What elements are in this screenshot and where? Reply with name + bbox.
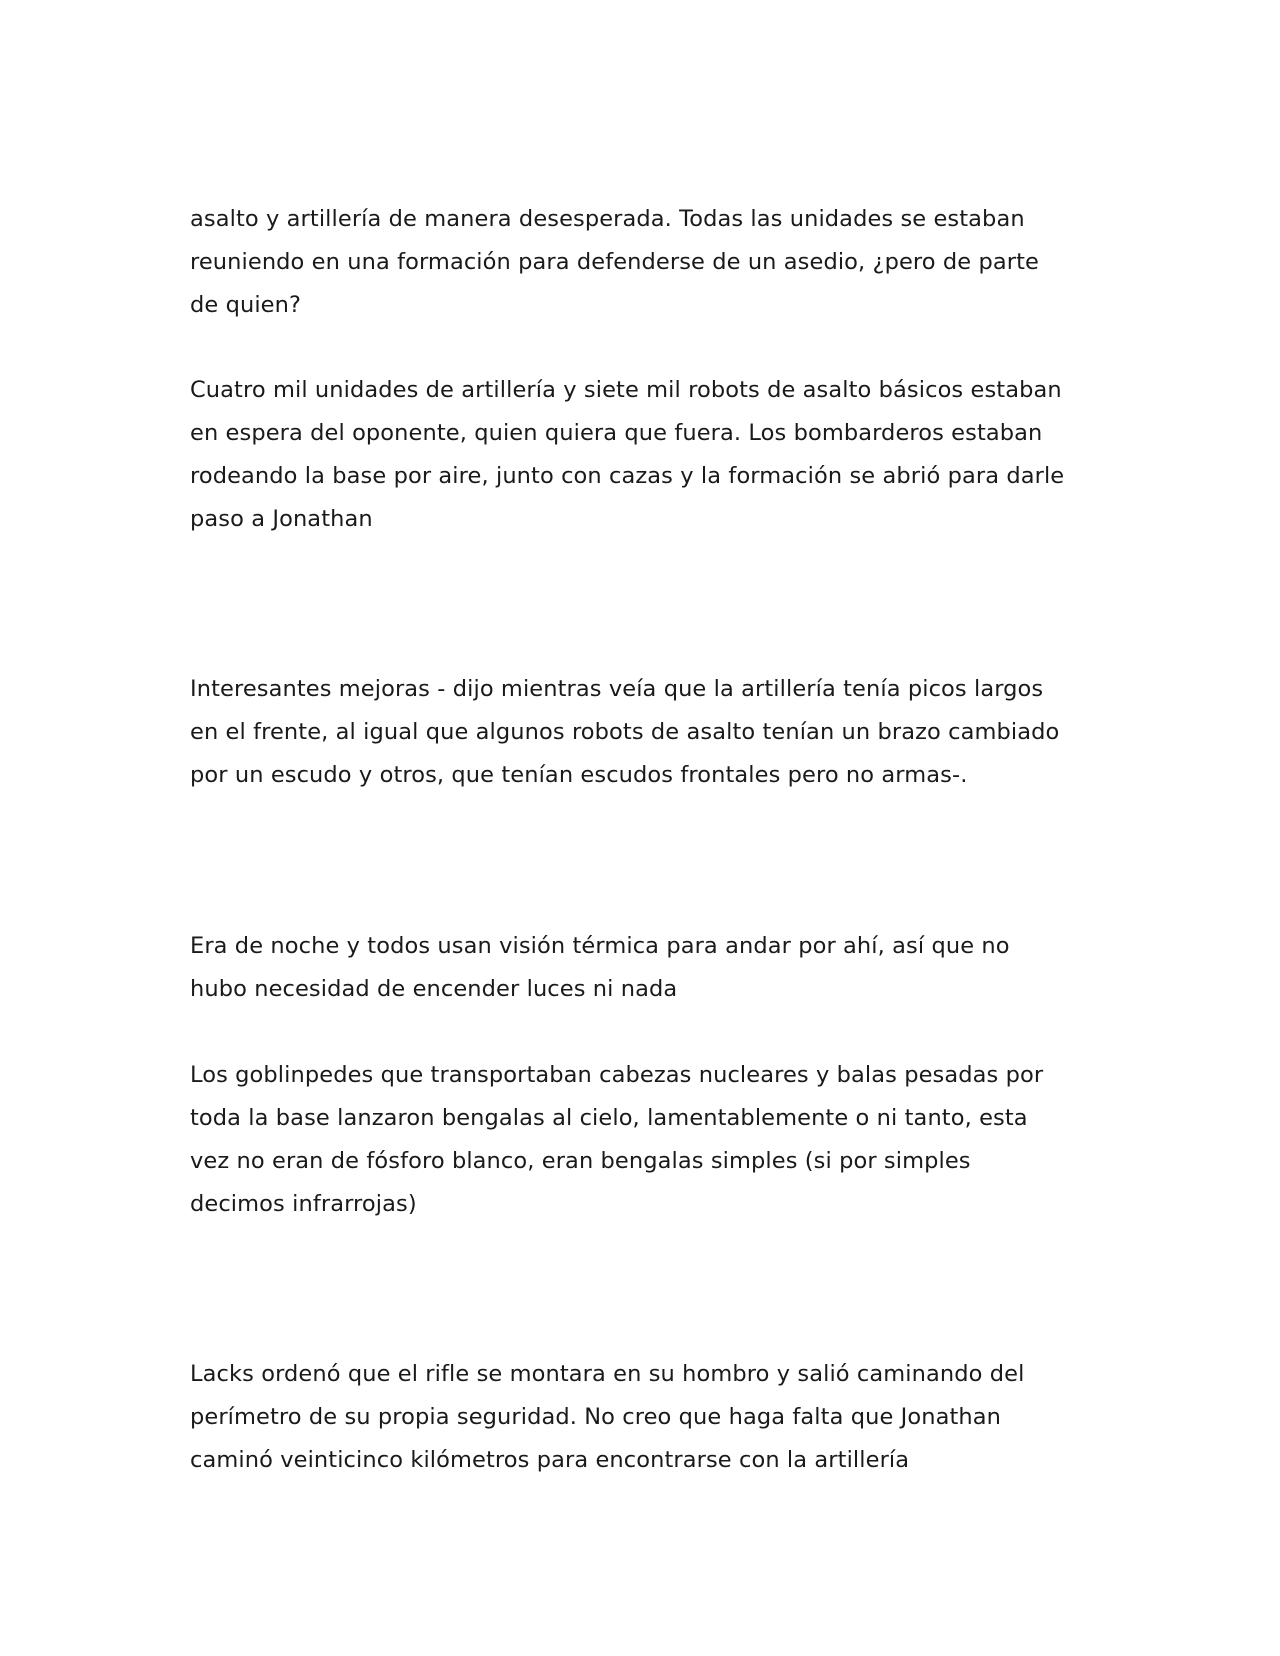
text-line: paso a Jonathan	[190, 506, 373, 532]
paragraph-3	[190, 668, 1090, 797]
text-line: perímetro de su propia seguridad. No creo que haga falta que Jonathan	[190, 1404, 1002, 1430]
paragraph-5	[190, 1054, 1090, 1226]
text-line: vez no eran de fósforo blanco, eran bengalas simples (si por simples	[190, 1148, 971, 1174]
text-line: asalto y artillería de manera desesperada. Todas las unidades se estaban	[190, 206, 1025, 232]
text-line: por un escudo y otros, que tenían escudos frontales pero no armas-.	[190, 762, 968, 788]
paragraph-4	[190, 925, 1090, 1011]
paragraph-1	[190, 198, 1090, 327]
text-line: caminó veinticinco kilómetros para encontrarse con la artillería	[190, 1447, 910, 1473]
text-line: de quien?	[190, 292, 302, 318]
text-line: Era de noche y todos usan visión térmica para andar por ahí, así que no	[190, 933, 1010, 959]
text-line: Cuatro mil unidades de artillería y siete mil robots de asalto básicos estaban	[190, 377, 1062, 403]
text-line: Los goblinpedes que transportaban cabezas nucleares y balas pesadas por	[190, 1062, 1044, 1088]
paragraph-6	[190, 1353, 1090, 1482]
text-line: en el frente, al igual que algunos robots de asalto tenían un brazo cambiado	[190, 719, 1060, 745]
text-line: rodeando la base por aire, junto con cazas y la formación se abrió para darle	[190, 463, 1065, 489]
text-line: decimos infrarrojas)	[190, 1191, 417, 1217]
text-line: toda la base lanzaron bengalas al cielo, lamentablemente o ni tanto, esta	[190, 1105, 1028, 1131]
paragraph-2	[190, 369, 1090, 541]
text-line: hubo necesidad de encender luces ni nada	[190, 976, 678, 1002]
text-line: Interesantes mejoras - dijo mientras veía que la artillería tenía picos largos	[190, 676, 1044, 702]
text-line: reuniendo en una formación para defenderse de un asedio, ¿pero de parte	[190, 249, 1039, 275]
text-line: Lacks ordenó que el rifle se montara en su hombro y salió caminando del	[190, 1361, 1025, 1387]
text-line: en espera del oponente, quien quiera que fuera. Los bombarderos estaban	[190, 420, 1043, 446]
